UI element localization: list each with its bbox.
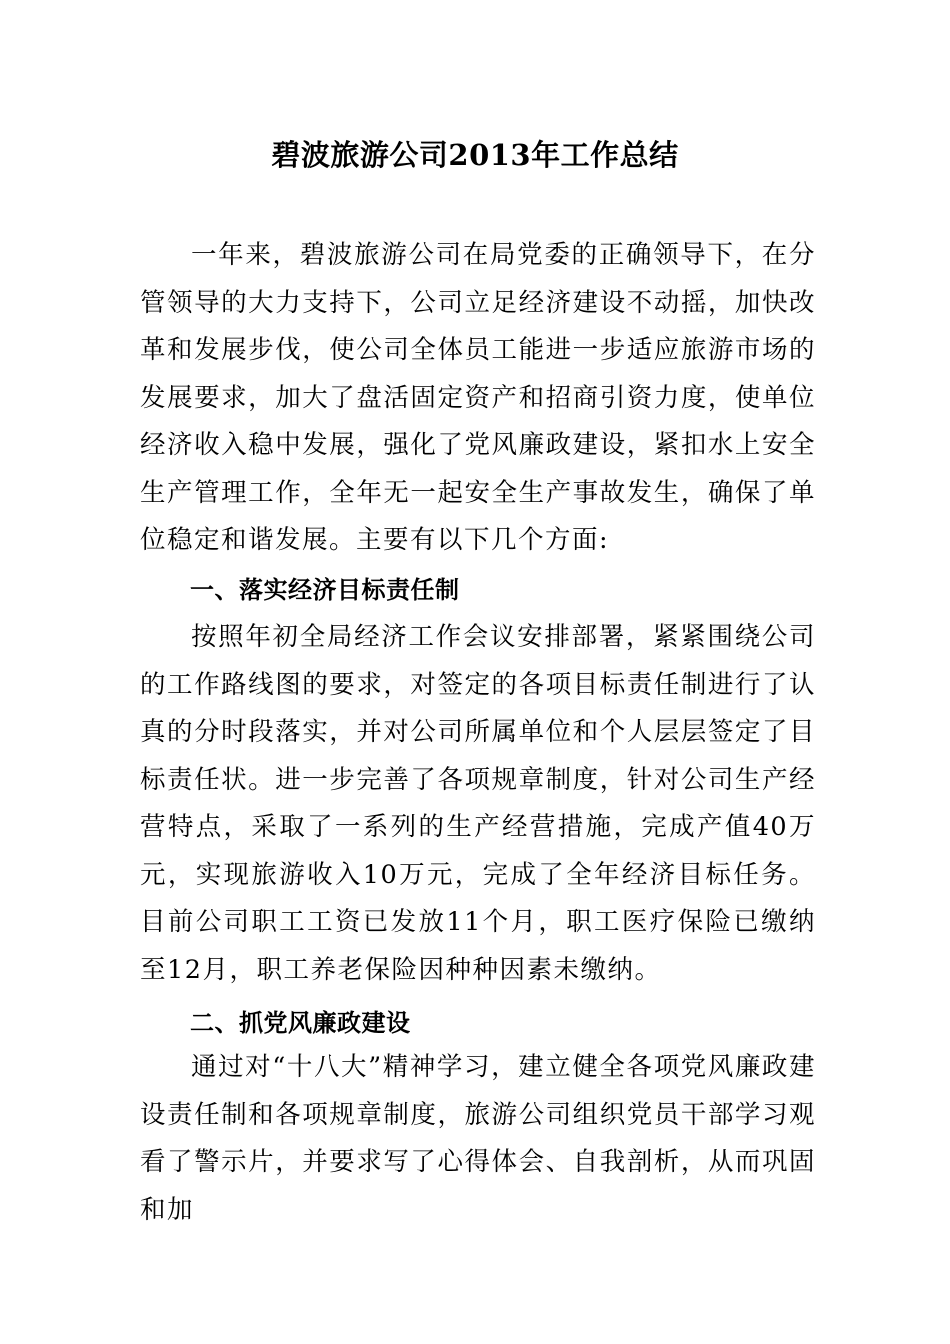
section-heading-1: 一、落实经济目标责任制 [190, 576, 460, 604]
document-title: 碧波旅游公司2013年工作总结 [271, 138, 679, 172]
section-paragraph-2: 通过对“十八大”精神学习，建立健全各项党风廉政建设责任制和各项规章制度，旅游公司组织党员干部学习观看了警示片，并要求写了心得体会、自我剖析，从而巩固和加 [140, 1052, 816, 1225]
intro-paragraph: 一年来，碧波旅游公司在局党委的正确领导下，在分管领导的大力支持下，公司立足经济建设不动摇，加快改革和发展步伐，使公司全体员工能进一步适应旅游市场的发展要求，加大了盘活固定资产和招商引资力度，使单位经济收入稳中发展，强化了党风廉政建设，紧扣水上安全生产管理工作，全年无一起安全生产事故发生，确保了单位稳定和谐发展。主要有以下几个方面: [140, 240, 816, 555]
section-paragraph-1: 按照年初全局经济工作会议安排部署，紧紧围绕公司的工作路线图的要求，对签定的各项目标责任制进行了认真的分时段落实，并对公司所属单位和个人层层签定了目标责任状。进一步完善了各项规章制度，针对公司生产经营特点，采取了一系列的生产经营措施，完成产值40万元，实现旅游收入10万元，完成了全年经济目标任务。目前公司职工工资已发放11个月，职工医疗保险已缴纳至12月，职工养老保险因种种因素未缴纳。 [140, 622, 816, 985]
section-heading-2: 二、抓党风廉政建设 [190, 1009, 411, 1037]
